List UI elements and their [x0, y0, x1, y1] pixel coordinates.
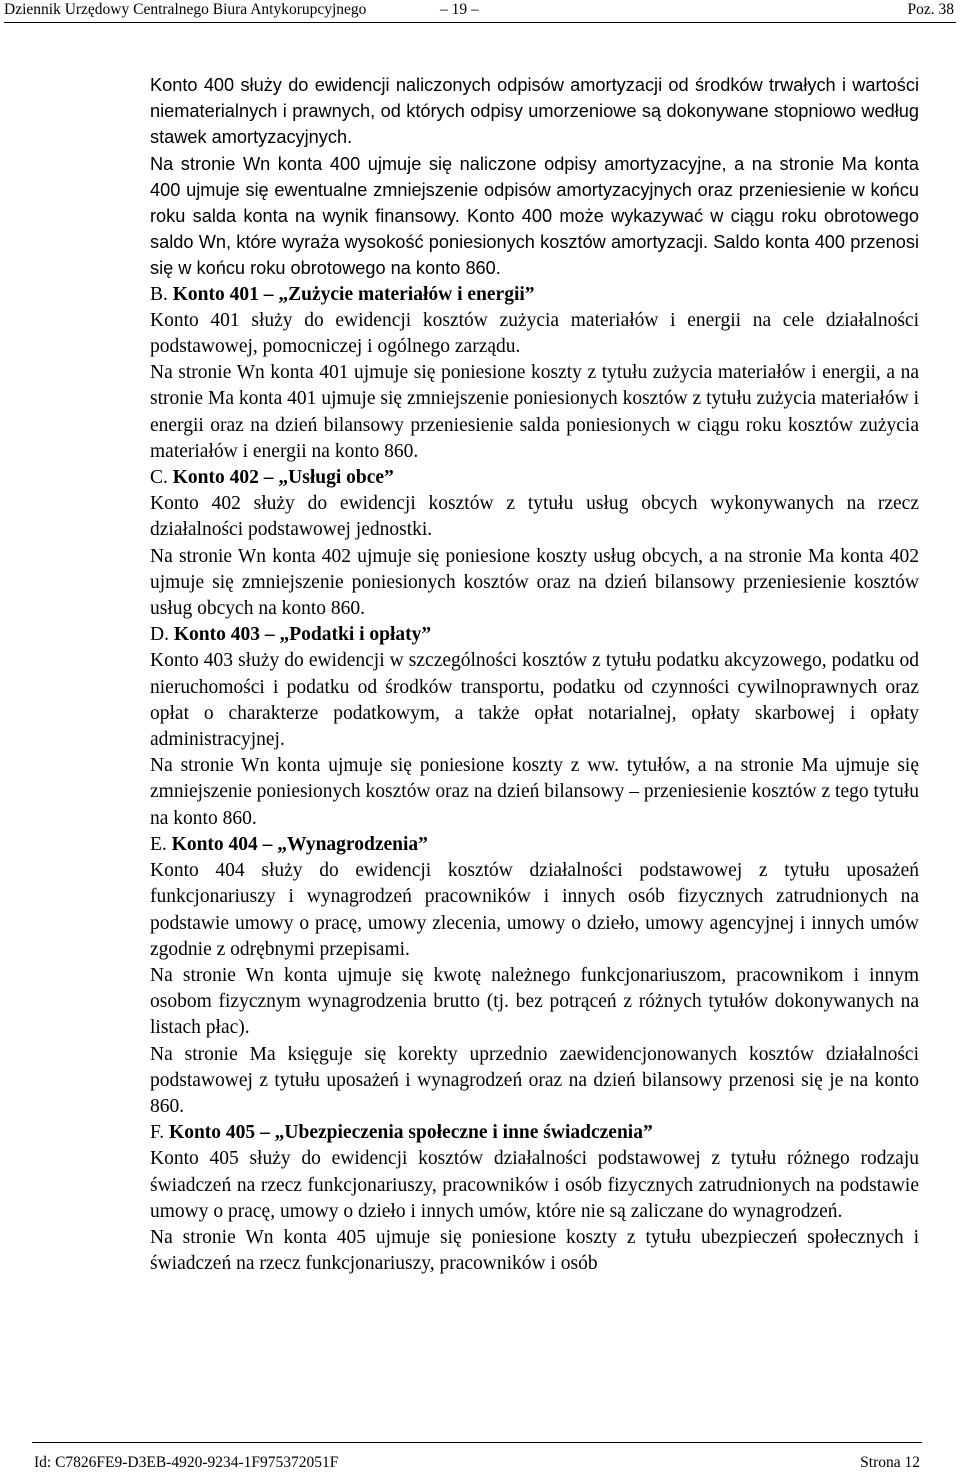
page-header [4, 0, 956, 23]
section-paragraph: Na stronie Wn konta ujmuje się poniesione koszty z ww. tytułów, a na stronie Ma ujmuje się zmniejszenie poniesionych kosztów oraz na dzień bilansowy – przeniesienie kosztów z tego tytułu na konto 860. [150, 755, 919, 829]
section-paragraph: Konto 405 służy do ewidencji kosztów działalności podstawowej z tytułu różnego rodzaju świadczeń na rzecz funkcjonariuszy, pracowników i osób fizycznych zatrudnionych na podstawie umowy o pracę, umowy o dzieło i innych umów, które nie są zaliczane do wynagrodzeń. [150, 1148, 919, 1222]
page-number: – 19 – [440, 1, 479, 18]
section-heading-d: D. Konto 403 – „Podatki i opłaty” [150, 624, 432, 646]
section-heading-b: B. Konto 401 – „Zużycie materiałów i energii” [150, 283, 535, 305]
section-heading-c: C. Konto 402 – „Usługi obce” [150, 467, 394, 489]
section-paragraph: Konto 402 służy do ewidencji kosztów z tytułu usług obcych wykonywanych na rzecz działalności podstawowej jednostki. [150, 493, 919, 541]
section-paragraph: Konto 403 służy do ewidencji w szczególności kosztów z tytułu podatku akcyzowego, podatku od nieruchomości i podatku od środków transportu, podatku od czynności cywilnoprawnych oraz opłat o charakterze podatkowym, a także opłat notarialnej, opłaty skarbowej i opłaty administracyjnej. [150, 650, 919, 751]
section-paragraph: Na stronie Wn konta ujmuje się kwotę należnego funkcjonariuszom, pracownikom i innym osobom fizycznym wynagrodzenia brutto (tj. bez potrąceń z różnych tytułów dokonywanych na listach płac). [150, 964, 919, 1039]
intro-paragraph: Na stronie Wn konta 400 ujmuje się naliczone odpisy amortyzacyjne, a na stronie Ma konta 400 ujmuje się ewentualne zmniejszenie odpisów amortyzacyjnych oraz przeniesienie w końcu roku salda konta na wynik finansowy. Konto 400 może wykazywać w ciągu roku obrotowego saldo Wn, które wyraża wysokość poniesionych kosztów amortyzacji. Saldo konta 400 przenosi się w końcu roku obrotowego na konto 860. [150, 153, 919, 279]
intro-paragraph: Konto 400 służy do ewidencji naliczonych odpisów amortyzacji od środków trwałych i wartości niematerialnych i prawnych, od których odpisy umorzeniowe są dokonywane stopniowo według stawek amortyzacyjnych. [150, 75, 919, 148]
section-paragraph: Na stronie Wn konta 402 ujmuje się poniesione koszty usług obcych, a na stronie Ma konta 402 ujmuje się zmniejszenie poniesionych kosztów oraz na dzień bilansowy przeniesienie kosztów usług obcych na konto 860. [150, 545, 919, 620]
document-id: Id: C7826FE9-D3EB-4920-9234-1F975372051F [34, 1454, 339, 1471]
section-paragraph: Na stronie Ma księguje się korekty uprzednio zaewidencjonowanych kosztów działalności podstawowej z tytułu uposażeń i wynagrodzeń oraz na dzień bilansowy przenosi się je na konto 860. [150, 1043, 919, 1117]
journal-title: Dziennik Urzędowy Centralnego Biura Antykorupcyjnego [4, 1, 367, 18]
page-footer [32, 1442, 922, 1471]
section-heading-e: E. Konto 404 – „Wynagrodzenia” [150, 833, 428, 855]
section-paragraph: Na stronie Wn konta 405 ujmuje się poniesione koszty z tytułu ubezpieczeń społecznych i świadczeń na rzecz funkcjonariuszy, pracowników i osób [150, 1226, 919, 1275]
section-heading-f: F. Konto 405 – „Ubezpieczenia społeczne i inne świadczenia” [150, 1122, 653, 1144]
footer-page-number: Strona 12 [860, 1454, 920, 1471]
position-number: Poz. 38 [907, 1, 954, 18]
document-body [150, 72, 919, 1277]
section-paragraph: Konto 404 służy do ewidencji kosztów działalności podstawowej z tytułu uposażeń funkcjonariuszy i wynagrodzeń pracowników i innych osób fizycznych zatrudnionych na podstawie umowy o pracę, umowy zlecenia, umowy o dzieło, umowy agencyjnej i innych umów zgodnie z odrębnymi przepisami. [150, 860, 919, 960]
section-paragraph: Konto 401 służy do ewidencji kosztów zużycia materiałów i energii na cele działalności podstawowej, pomocniczej i ogólnego zarządu. [150, 309, 919, 358]
section-paragraph: Na stronie Wn konta 401 ujmuje się poniesione koszty z tytułu zużycia materiałów i energii, a na stronie Ma konta 401 ujmuje się zmniejszenie poniesionych kosztów z tytułu zużycia materiałów i energii oraz na dzień bilansowy przeniesienie salda poniesionych w ciągu roku kosztów zużycia materiałów i energii na konto 860. [150, 362, 919, 462]
